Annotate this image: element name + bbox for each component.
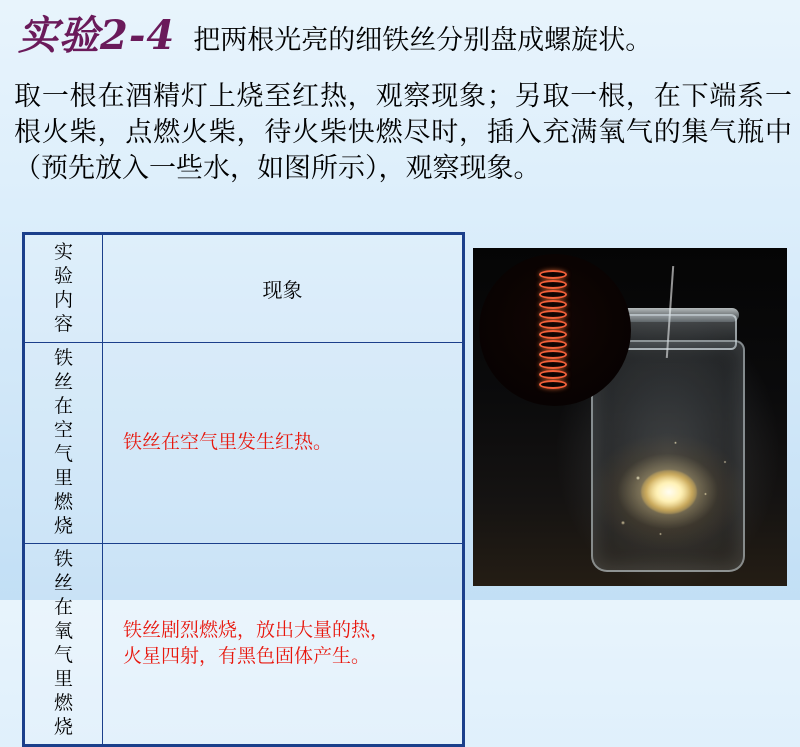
phenomenon-line: 铁丝剧烈燃烧，放出大量的热， xyxy=(123,620,390,641)
row-phenomenon-oxygen xyxy=(103,544,463,745)
heading-text: 把两根光亮的细铁丝分别盘成螺旋状。 xyxy=(193,25,653,55)
header-cell-phenomenon: 现象 xyxy=(103,235,463,343)
phenomenon-oxygen-lines xyxy=(109,618,456,670)
phenomenon-line: 铁丝在空气里发生红热。 xyxy=(123,432,333,453)
wire-coil xyxy=(539,270,569,392)
burning-core xyxy=(641,470,697,514)
coiled-wire-inset xyxy=(479,254,631,406)
row-label-oxygen xyxy=(25,544,103,745)
table-header-row xyxy=(25,235,463,343)
heading-row xyxy=(18,14,788,58)
table-row xyxy=(25,343,463,544)
phenomenon-air-lines xyxy=(109,430,456,456)
header-cell-content xyxy=(25,235,103,343)
experiment-table xyxy=(22,232,465,747)
row-label-air-text: 铁丝在空气里燃烧 xyxy=(53,348,73,537)
row-label-oxygen-text: 铁丝在氧气里燃烧 xyxy=(53,549,73,738)
header-content-label: 实验内容 xyxy=(53,241,73,335)
iron-wire-burning-in-oxygen-photo xyxy=(473,248,787,586)
body-paragraph: 取一根在酒精灯上烧至红热，观察现象；另取一根，在下端系一根火柴，点燃火柴，待火柴快燃尽时，插入充满氧气的集气瓶中（预先放入一些水，如图所示），观察现象。 xyxy=(14,81,792,183)
experiment-label: 实验2-4 xyxy=(18,12,176,59)
table-row xyxy=(25,544,463,745)
row-label-air xyxy=(25,343,103,544)
phenomenon-line: 火星四射，有黑色固体产生。 xyxy=(123,646,371,667)
row-phenomenon-air xyxy=(103,343,463,544)
